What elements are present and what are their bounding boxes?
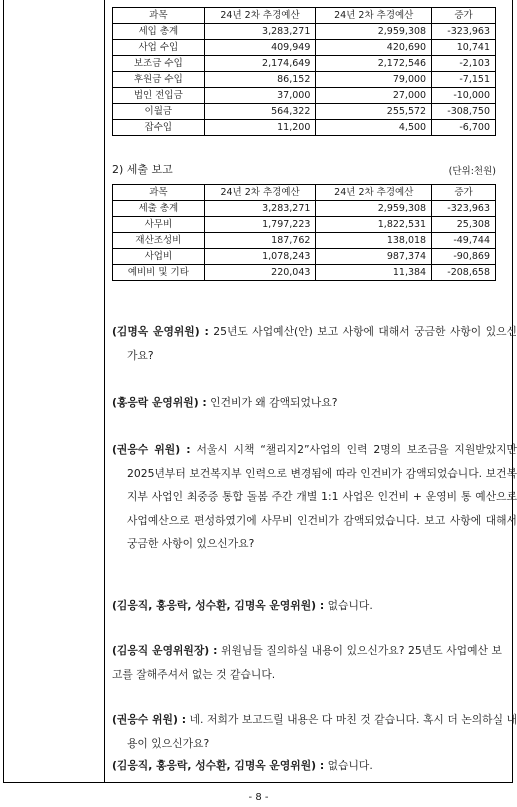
header-cell: 증가: [432, 185, 496, 201]
cell-value: 79,000: [316, 72, 432, 88]
table-row: [113, 56, 496, 72]
cell-value: 86,152: [204, 72, 316, 88]
dialogue-paragraph: [112, 594, 502, 618]
statement-text: 네. 저희가 보고드릴 내용은 다 마친 것 같습니다. 혹시 더 논의하실 내용이 있으신가요?: [127, 713, 517, 750]
statement-text: 인건비가 왜 감액되었나요?: [206, 396, 338, 409]
expenditure-table-header: [113, 185, 496, 201]
cell-value: -6,700: [432, 120, 496, 136]
expenditure-table: [112, 184, 496, 281]
speaker-label: (김응직, 홍응락, 성수환, 김명옥 운영위원) :: [112, 759, 325, 772]
cell-value: -49,744: [432, 233, 496, 249]
row-label: 재산조성비: [113, 233, 205, 249]
cell-value: 187,762: [204, 233, 316, 249]
table-row: [113, 233, 496, 249]
frame-left-border: [3, 0, 4, 783]
row-label: 세입 총계: [113, 24, 205, 40]
table-row: [113, 249, 496, 265]
revenue-table: [112, 7, 496, 136]
header-cell: 증가: [432, 8, 496, 24]
speaker-label: (홍응락 운영위원) :: [112, 396, 207, 409]
section-title: 2) 세출 보고: [112, 163, 173, 176]
cell-value: 4,500: [316, 120, 432, 136]
table-row: [113, 104, 496, 120]
cell-value: -323,963: [432, 201, 496, 217]
cell-value: -323,963: [432, 24, 496, 40]
cell-value: 420,690: [316, 40, 432, 56]
cell-value: -2,103: [432, 56, 496, 72]
cell-value: 564,322: [204, 104, 316, 120]
cell-value: 11,384: [316, 265, 432, 281]
table-row: [113, 265, 496, 281]
table-row: [113, 40, 496, 56]
cell-value: 25,308: [432, 217, 496, 233]
cell-value: 987,374: [316, 249, 432, 265]
page-number: - 8 -: [248, 792, 269, 803]
cell-value: 3,283,271: [204, 201, 316, 217]
speaker-label: (권응수 위원) :: [112, 443, 191, 456]
row-label: 예비비 및 기타: [113, 265, 205, 281]
dialogue-paragraph: [112, 320, 517, 367]
row-label: 사업비: [113, 249, 205, 265]
row-label: 법인 전입금: [113, 88, 205, 104]
frame-column-divider: [104, 0, 105, 783]
dialogue-paragraph: [112, 754, 502, 778]
cell-value: 1,822,531: [316, 217, 432, 233]
cell-value: -308,750: [432, 104, 496, 120]
revenue-table-header: [113, 8, 496, 24]
table-row: [113, 217, 496, 233]
table-row: [113, 88, 496, 104]
cell-value: 10,741: [432, 40, 496, 56]
row-label: 보조금 수입: [113, 56, 205, 72]
statement-text: 서울시 시책 “챌리지2”사업의 인력 2명의 보조금을 지원받았지만 2025년부터 보건복지부 인력으로 변경됨에 따라 인건비가 감액되었습니다. 보건복지부 사업인 최중증 통합 돌봄 주간 개별 1:1 사업은 인건비 + 운영비 통 예산으로 사업예산으로 편성하였기에 사무비 인건비가 감액되었습니다. 보고 사항에 대해서 궁금한 사항이 있으신가요?: [127, 443, 517, 550]
table-row: [113, 72, 496, 88]
header-cell: 과목: [113, 185, 205, 201]
dialogue-paragraph: [112, 639, 502, 686]
cell-value: -7,151: [432, 72, 496, 88]
speaker-label: (김응직 운영위원장) :: [112, 644, 218, 657]
header-cell: 24년 2차 추경예산: [316, 185, 432, 201]
header-cell: 24년 2차 추경예산: [204, 185, 316, 201]
statement-text: 없습니다.: [324, 599, 373, 612]
speaker-label: (김응직, 홍응락, 성수환, 김명옥 운영위원) :: [112, 599, 325, 612]
cell-value: 2,959,308: [316, 201, 432, 217]
cell-value: 37,000: [204, 88, 316, 104]
cell-value: 2,172,546: [316, 56, 432, 72]
unit-label: (단위:천원): [448, 166, 496, 177]
cell-value: -208,658: [432, 265, 496, 281]
speaker-label: (김명옥 운영위원) :: [112, 325, 209, 338]
dialogue-paragraph: [112, 438, 517, 556]
frame-right-border: [512, 0, 513, 783]
cell-value: 409,949: [204, 40, 316, 56]
statement-text: 25년도 사업예산(안) 보고 사항에 대해서 궁금한 사항이 있으신가요?: [127, 325, 517, 362]
statement-text: 없습니다.: [324, 759, 373, 772]
row-label: 사무비: [113, 217, 205, 233]
cell-value: 220,043: [204, 265, 316, 281]
cell-value: 1,797,223: [204, 217, 316, 233]
row-label: 후원금 수입: [113, 72, 205, 88]
cell-value: -10,000: [432, 88, 496, 104]
statement-text: 위원님들 질의하실 내용이 있으신가요? 25년도 사업예산 보고를 잘해주셔서 없는 것 같습니다.: [112, 644, 502, 681]
cell-value: 3,283,271: [204, 24, 316, 40]
table-row: [113, 24, 496, 40]
cell-value: 1,078,243: [204, 249, 316, 265]
row-label: 이월금: [113, 104, 205, 120]
dialogue-paragraph: [112, 391, 502, 415]
row-label: 잡수입: [113, 120, 205, 136]
frame-bottom-border: [3, 782, 513, 783]
header-cell: 24년 2차 추경예산: [316, 8, 432, 24]
cell-value: 2,959,308: [316, 24, 432, 40]
header-cell: 24년 2차 추경예산: [204, 8, 316, 24]
row-label: 사업 수입: [113, 40, 205, 56]
speaker-label: (권응수 위원) :: [112, 713, 187, 726]
header-cell: 과목: [113, 8, 205, 24]
cell-value: 11,200: [204, 120, 316, 136]
cell-value: 27,000: [316, 88, 432, 104]
table-row: [113, 201, 496, 217]
table-row: [113, 120, 496, 136]
cell-value: 255,572: [316, 104, 432, 120]
cell-value: 2,174,649: [204, 56, 316, 72]
row-label: 세출 총계: [113, 201, 205, 217]
cell-value: -90,869: [432, 249, 496, 265]
dialogue-paragraph: [112, 708, 517, 755]
cell-value: 138,018: [316, 233, 432, 249]
